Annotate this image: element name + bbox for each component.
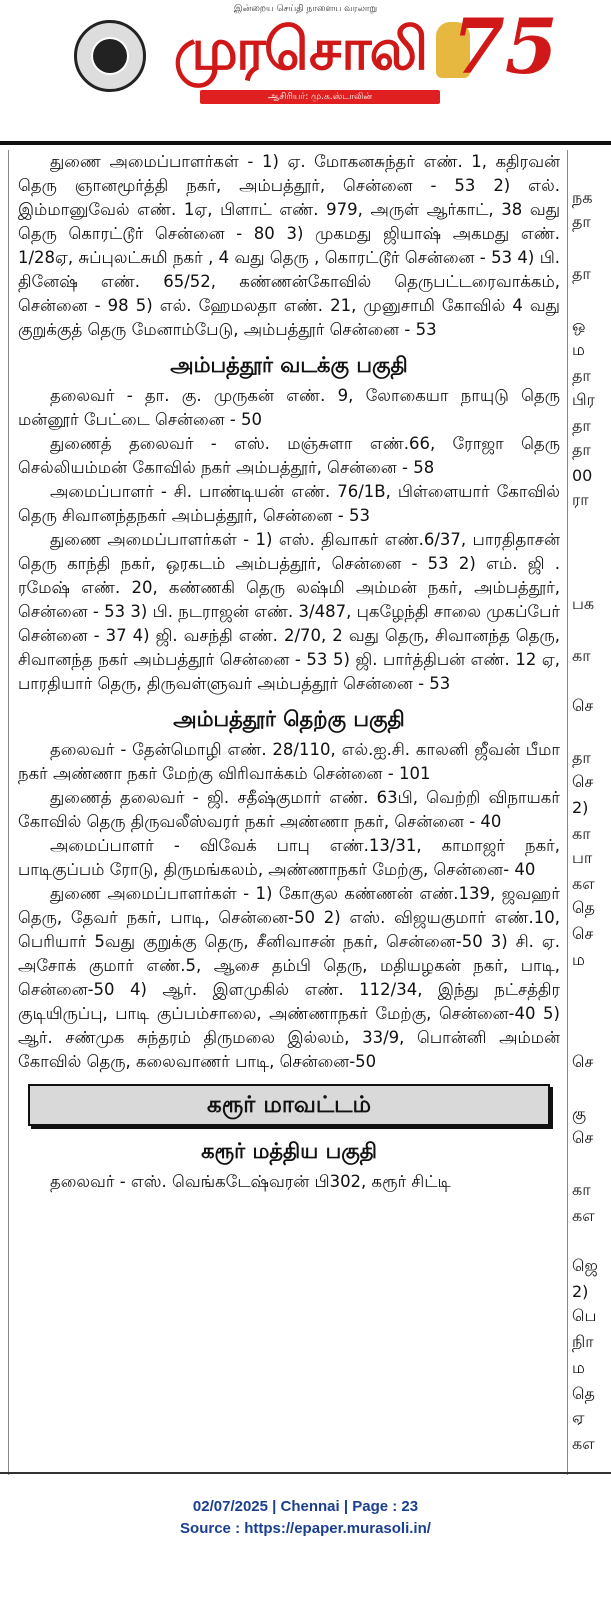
paragraph: அமைப்பாளர் - விவேக் பாபு எண்.13/31, காமாஜர் நகர், பாடிகுப்பம் ரோடு, திருமங்கலம், அண்ணாநகர் மேற்கு, சென்னை- 40 xyxy=(18,836,560,879)
fragment-text: ம xyxy=(572,1358,585,1377)
footer-source-link[interactable]: Source : https://epaper.murasoli.in/ xyxy=(180,1520,431,1537)
fragment-text: தா xyxy=(572,440,591,459)
fragment-text: செ xyxy=(572,696,594,715)
masthead-tagline: இன்றைய செய்தி நாளைய வரலாறு xyxy=(233,4,378,14)
adjacent-column-fragments xyxy=(572,150,611,1470)
fragment-text: தா xyxy=(572,748,591,767)
fragment-text: தெ xyxy=(572,1384,595,1403)
district-banner: கரூர் மாவட்டம் xyxy=(28,1084,550,1126)
footer-date-line: 02/07/2025 | Chennai | Page : 23 xyxy=(192,1498,419,1515)
fragment-text: 2) xyxy=(572,798,589,817)
fragment-text: 00 xyxy=(572,466,593,485)
paragraph: துணை அமைப்பாளர்கள் - 1) கோகுல கண்ணன் எண்.139, ஜவஹர் தெரு, தேவர் நகர், பாடி, சென்னை-50 2) எஸ். விஜயகுமார் எண்.10, பெரியார் 5வது குறுக்கு தெரு, சீனிவாசன் நகர், சென்னை-50 3) சி. ஏ. அசோக் குமார் எண்.5, ஆசை தம்பி தெரு, மதியழகன் நகர், பாடி, சென்னை-50 4) ஆர். இளமுகில் எண். 112/34, இந்து நட்சத்திர குடியிருப்பு, பாடி குப்பம்சாலை, அண்ணாநகர் மேற்கு, சென்னை-40 5) ஆர். சண்முக சுந்தரம் திருமலை இல்லம், 33/9, பொன்னி அம்மன் கோவில் தெரு, கலைவாணர் பாடி, சென்னை-50 xyxy=(18,884,560,1071)
fragment-text: கா xyxy=(572,824,591,843)
fragment-text: கஎ xyxy=(572,1434,595,1453)
fragment-text: கா xyxy=(572,1180,591,1199)
fragment-text: தா xyxy=(572,212,591,231)
section-heading: கரூர் மத்திய பகுதி xyxy=(201,1139,377,1163)
newspaper-title: முரசொலி xyxy=(173,15,427,83)
fragment-text: ஒ xyxy=(572,316,586,335)
fragment-text: செ xyxy=(572,1052,594,1071)
paragraph: தலைவர் - தா. கு. முருகன் எண். 9, லோகையா நாயுடு தெரு மன்னூர் பேட்டை சென்னை - 50 xyxy=(18,386,560,429)
fragment-text: ஜெ xyxy=(572,1256,598,1275)
fragment-text: ரா xyxy=(572,490,589,509)
paragraph: அமைப்பாளர் - சி. பாண்டியன் எண். 76/1B, பிள்ளையார் கோவில் தெரு சிவானந்தநகர் அம்பத்தூர், சென்னை - 53 xyxy=(18,482,560,525)
paragraph: துணைத் தலைவர் - ஜி. சதீஷ்குமார் எண். 63பி, வெற்றி விநாயகர் கோவில் தெரு திருவலீஸ்வரர் நகர் அண்ணா நகர், சென்னை - 40 xyxy=(18,788,560,831)
column-divider-right xyxy=(567,150,568,1475)
masthead-subtitle: ஆசிரியர்: மு.க.ஸ்டாலின் xyxy=(200,90,440,104)
masthead xyxy=(0,0,611,148)
fragment-text: கஎ xyxy=(572,1206,595,1225)
fragment-text: கஎ xyxy=(572,874,595,893)
fragment-text: கு xyxy=(572,1104,587,1123)
fragment-text: ம xyxy=(572,340,585,359)
paragraph: துணை அமைப்பாளர்கள் - 1) ஏ. மோகனசுந்தர் எண். 1, கதிரவன் தெரு ஞானமூர்த்தி நகர், அம்பத்தூர், சென்னை - 53 2) எல். இம்மானுவேல் எண். 1ஏ, பிளாட் எண். 979, அருள் ஆர்காட், 38 வது தெரு கொரட்டூர் சென்னை - 80 3) முகமது ஜியாஷ் அகமது எண். 1/28ஏ, சுப்புலட்சுமி நகர் , 4 வது தெரு , கொரட்டூர் சென்னை - 53 4) பி. தினேஷ் எண். 65/52, கண்ணன்கோவில் தெருபட்டரைவாக்கம், சென்னை - 98 5) எல். ஹேமலதா எண். 21, முனுசாமி கோவில் 4 வது குறுக்குத் தெரு மேனாம்பேடு, அம்பத்தூர் சென்னை - 53 xyxy=(18,152,560,339)
fragment-text: தா xyxy=(572,264,591,283)
fragment-text: நிா xyxy=(572,1332,594,1351)
fragment-text: தா xyxy=(572,416,591,435)
fragment-text: நக xyxy=(572,188,593,207)
fragment-text: 2) xyxy=(572,1282,589,1301)
fragment-text: ஏ xyxy=(572,1408,585,1427)
paragraph: தலைவர் - தேன்மொழி எண். 28/110, எல்.ஐ.சி. காலனி ஜீவன் பீமா நகர் அண்ணா நகர் மேற்கு விரிவாக்கம் சென்னை - 101 xyxy=(18,740,560,783)
section-heading: அம்பத்தூர் தெற்கு பகுதி xyxy=(173,707,405,731)
fragment-text: செ xyxy=(572,1128,594,1147)
fragment-text: ம xyxy=(572,950,585,969)
fragment-text: பக xyxy=(572,594,595,613)
fragment-text: கா xyxy=(572,646,591,665)
section-heading: அம்பத்தூர் வடக்கு பகுதி xyxy=(170,353,408,377)
fragment-text: செ xyxy=(572,772,594,791)
fragment-text: தெ xyxy=(572,898,595,917)
fragment-text: செ xyxy=(572,924,594,943)
fragment-text: பா xyxy=(572,848,593,867)
page-bottom-rule xyxy=(0,1472,611,1474)
party-seal-logo xyxy=(74,20,146,92)
seal-emblem xyxy=(93,39,127,73)
fragment-text: பெ xyxy=(572,1306,597,1325)
fragment-text: பிர xyxy=(572,390,595,409)
column-divider-left xyxy=(8,150,9,1475)
paragraph: தலைவர் - எஸ். வெங்கடேஷ்வரன் பி302, கரூர் சிட்டி xyxy=(50,1172,451,1191)
anniversary-logo: 75 xyxy=(452,2,558,91)
fragment-text: தா xyxy=(572,366,591,385)
article-column xyxy=(18,150,560,1476)
masthead-rule xyxy=(0,141,611,145)
paragraph: துணைத் தலைவர் - எஸ். மஞ்சுளா எண்.66, ரோஜா தெரு செல்லியம்மன் கோவில் நகர் அம்பத்தூர், சென்னை - 58 xyxy=(18,434,560,477)
page-footer xyxy=(0,1496,611,1540)
paragraph: துணை அமைப்பாளர்கள் - 1) எஸ். திவாகர் எண்.6/37, பாரதிதாசன் தெரு காந்தி நகர், ஒரகடம் அம்பத்தூர், சென்னை - 53 2) எம். ஜி . ரமேஷ் எண். 20, கண்ணகி தெரு லஷ்மி அம்மன் நகர், அம்பத்தூர், சென்னை - 53 3) பி. நடராஜன் எண். 3/487, புகழேந்தி சாலை முகப்பேர் சென்னை - 37 4) ஜி. வசந்தி எண். 2/70, 2 வது தெரு, சிவானந்த தெரு, சிவானந்த நகர் அம்பத்தூர் சென்னை - 53 5) ஜி. பார்த்திபன் எண். 12 ஏ, பாரதியார் தெரு, திருவள்ளுவர் அம்பத்தூர் சென்னை - 53 xyxy=(18,530,560,693)
